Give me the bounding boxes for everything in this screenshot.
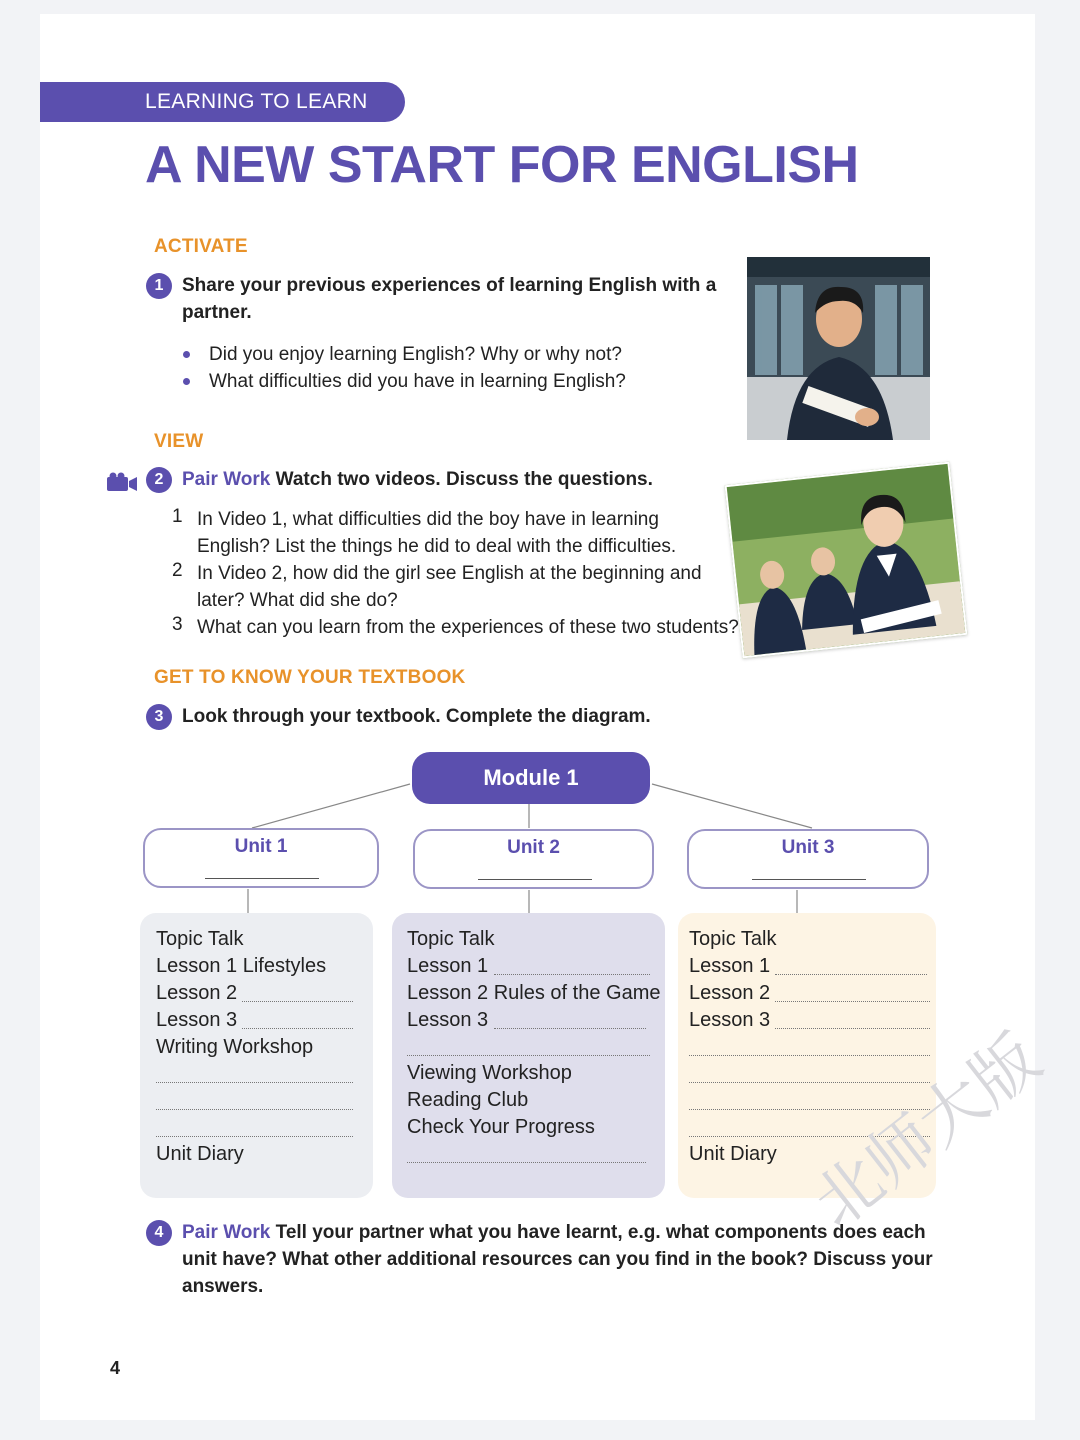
unit-2-box[interactable]: [413, 829, 654, 889]
activity-1-bullet-1: Did you enjoy learning English? Why or why not?: [209, 344, 622, 365]
blank-line[interactable]: [156, 1082, 353, 1083]
blank-line[interactable]: [494, 974, 650, 975]
activity-4-line3: answers.: [182, 1276, 264, 1297]
list-item: Topic Talk: [156, 928, 244, 950]
question-2-line2: later? What did she do?: [197, 590, 398, 611]
list-item: Reading Club: [407, 1089, 529, 1111]
unit-2-label: Unit 2: [507, 837, 560, 858]
activity-number-1: 1: [146, 273, 172, 299]
blank-line[interactable]: [242, 1001, 353, 1002]
list-item: Lesson 2 Rules of the Game: [407, 982, 661, 1004]
unit-1-contents: [140, 913, 373, 1198]
question-number: 2: [172, 560, 183, 581]
question-2: [197, 560, 702, 614]
page-title: A NEW START FOR ENGLISH: [145, 136, 859, 194]
list-item: Topic Talk: [407, 928, 495, 950]
activity-4-line1: [182, 1219, 933, 1246]
blank-line[interactable]: [689, 1082, 930, 1083]
list-item: Unit Diary: [689, 1143, 777, 1165]
page-number: 4: [110, 1358, 121, 1378]
header-banner: LEARNING TO LEARN: [40, 82, 405, 122]
section-activate: ACTIVATE: [154, 236, 248, 257]
module-box: Module 1: [412, 752, 650, 804]
blank-line[interactable]: [689, 1055, 930, 1056]
activity-1-instruction: [182, 272, 732, 326]
list-item: Unit Diary: [156, 1143, 244, 1165]
blank-line[interactable]: [156, 1109, 353, 1110]
bullet-icon: [183, 378, 190, 385]
photo-girl-writing: [725, 462, 968, 659]
list-item: Viewing Workshop: [407, 1062, 572, 1084]
publisher-watermark: 北师大版: [799, 1019, 1055, 1243]
activity-number-4: 4: [146, 1220, 172, 1246]
unit-3-label: Unit 3: [781, 837, 835, 858]
video-camera-icon[interactable]: [106, 472, 138, 497]
activity-1-line1: Share your previous experiences of learning English with a: [182, 275, 717, 296]
blank-line[interactable]: [775, 974, 927, 975]
list-item: Check Your Progress: [407, 1116, 595, 1138]
photo-boy-reading: [747, 257, 930, 440]
list-item: Lesson 2: [689, 982, 771, 1004]
activity-number-3: 3: [146, 704, 172, 730]
activity-3-instruction: Look through your textbook. Complete the diagram.: [182, 706, 651, 727]
blank-line[interactable]: [494, 1028, 646, 1029]
list-item: Lesson 2: [156, 982, 238, 1004]
list-item: Topic Talk: [689, 928, 777, 950]
question-number: 3: [172, 614, 183, 635]
blank-line[interactable]: [775, 1001, 930, 1002]
activity-number-2: 2: [146, 467, 172, 493]
unit-1-blank[interactable]: [205, 878, 319, 879]
question-1-line2: English? List the things he did to deal with the difficulties.: [197, 536, 677, 557]
pair-work-label: Pair Work: [182, 469, 271, 490]
question-3: What can you learn from the experiences of these two students?: [197, 617, 739, 638]
list-item: Lesson 3: [689, 1009, 771, 1031]
blank-line[interactable]: [407, 1162, 646, 1163]
activity-4-line2: unit have? What other additional resources can you find in the book? Discuss your: [182, 1249, 933, 1270]
section-view: VIEW: [154, 431, 204, 452]
unit-1-box[interactable]: [143, 828, 379, 888]
bullet-icon: [183, 351, 190, 358]
activity-4-instruction: [182, 1219, 933, 1300]
question-number: 1: [172, 506, 183, 527]
blank-line[interactable]: [156, 1136, 353, 1137]
list-item: Lesson 1 Lifestyles: [156, 955, 327, 977]
blank-line[interactable]: [775, 1028, 930, 1029]
unit-3-blank[interactable]: [752, 879, 866, 880]
activity-1-line2: partner.: [182, 302, 252, 323]
question-1: [197, 506, 676, 560]
question-2-line1: In Video 2, how did the girl see English at the beginning and: [197, 563, 702, 584]
blank-line[interactable]: [242, 1028, 353, 1029]
activity-1-bullet-2: What difficulties did you have in learning English?: [209, 371, 626, 392]
activity-2-text: Watch two videos. Discuss the questions.: [275, 469, 653, 490]
unit-3-box[interactable]: [687, 829, 929, 889]
unit-1-label: Unit 1: [234, 836, 288, 857]
list-item: Lesson 1: [689, 955, 771, 977]
unit-2-blank[interactable]: [478, 879, 592, 880]
question-1-line1: In Video 1, what difficulties did the boy have in learning: [197, 509, 659, 530]
section-know-textbook: GET TO KNOW YOUR TEXTBOOK: [154, 667, 466, 688]
activity-2-instruction: [182, 466, 653, 493]
list-item: Lesson 1: [407, 955, 489, 977]
list-item: Writing Workshop: [156, 1036, 314, 1058]
list-item: Lesson 3: [156, 1009, 238, 1031]
unit-2-contents: [392, 913, 665, 1198]
activity-4-text: Tell your partner what you have learnt, e.g. what components does each: [275, 1222, 926, 1243]
pair-work-label: Pair Work: [182, 1222, 271, 1243]
blank-line[interactable]: [407, 1055, 650, 1056]
list-item: Lesson 3: [407, 1009, 489, 1031]
